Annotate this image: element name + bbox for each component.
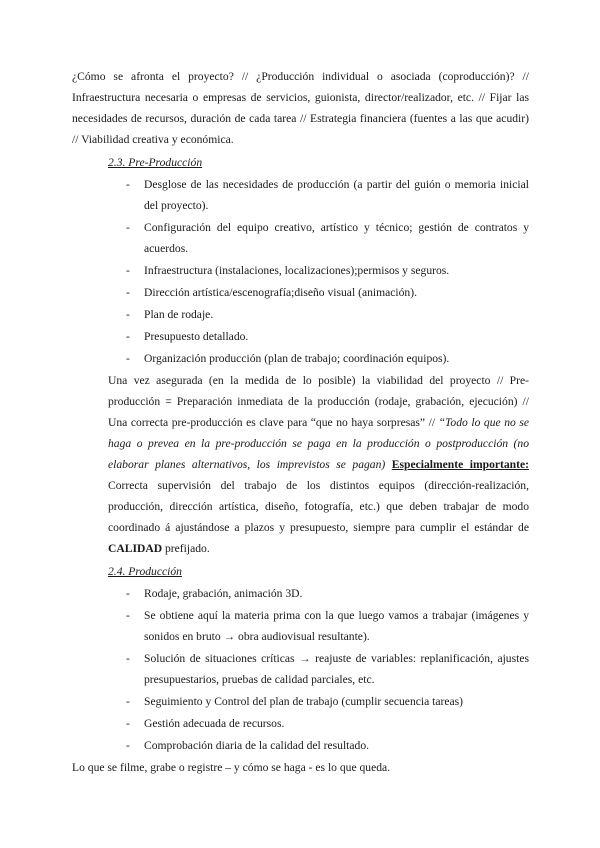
list-dash: - — [126, 330, 130, 343]
important-bold: CALIDAD — [108, 542, 163, 555]
section-heading-produccion: 2.4. Producción — [108, 565, 182, 578]
list-dash: - — [126, 221, 130, 234]
list-item — [72, 282, 529, 303]
list-item-text: Seguimiento y Control del plan de trabajo (cumplir secuencia tareas) — [144, 695, 464, 708]
list-dash: - — [126, 352, 130, 365]
list-item — [72, 260, 529, 281]
quote-text: “Todo lo que no se haga o prevea en la pre-producción se paga en la producción o postproducción (no elaborar planes alternativos, los imprevistos se pagan) — [108, 416, 529, 471]
list-item — [72, 691, 529, 712]
list-dash: - — [126, 717, 130, 730]
important-text-end: prefijado. — [162, 542, 210, 555]
document-page — [72, 66, 529, 778]
list-dash: - — [126, 308, 130, 321]
list-item-text: Gestión adecuada de recursos. — [144, 717, 285, 730]
list-item-text: Se obtiene aquí la materia prima con la que luego vamos a trabajar (imágenes y sonidos en bruto → obra audiovisual resultante). — [144, 609, 529, 643]
list-dash: - — [126, 587, 130, 600]
summary-text: Una vez asegurada (en la medida de lo posible) la viabilidad del proyecto // Pre-producción = Preparación inmediata de la producción (rodaje, grabación, ejecución) // Una correcta pre-producción es clave para “que no haya sorpresas” // — [108, 374, 529, 429]
list-item-text: Plan de rodaje. — [144, 308, 214, 321]
list-item-text: Dirección artística/escenografía;diseño visual (animación). — [144, 286, 417, 299]
list-item-text: Presupuesto detallado. — [144, 330, 249, 343]
list-item — [72, 583, 529, 604]
preproduccion-summary — [108, 370, 529, 559]
list-item — [72, 713, 529, 734]
list-item-text: Desglose de las necesidades de producción (a partir del guión o memoria inicial del proyecto). — [144, 178, 529, 212]
list-item — [72, 326, 529, 347]
list-item — [72, 217, 529, 259]
list-item — [72, 648, 529, 690]
list-item — [72, 304, 529, 325]
section-heading-preproduccion: 2.3. Pre-Producción — [108, 156, 203, 169]
important-label: Especialmente importante: — [391, 458, 529, 471]
list-item-text: Solución de situaciones críticas → reajuste de variables: replanificación, ajustes presupuestarios, pruebas de calidad parciales, etc. — [144, 652, 529, 686]
important-text: Correcta supervisión del trabajo de los distintos equipos (dirección-realización, producción, dirección artística, diseño, fotografía, etc.) que deben trabajar de modo coordinado á ajustándose a plazos y presupuesto, siempre para cumplir el estándar de — [108, 479, 529, 534]
list-dash: - — [126, 739, 130, 752]
preproduccion-list — [72, 174, 529, 369]
list-dash: - — [126, 178, 130, 191]
list-item-text: Infraestructura (instalaciones, localizaciones);permisos y seguros. — [144, 264, 450, 277]
list-item-text: Configuración del equipo creativo, artístico y técnico; gestión de contratos y acuerdos. — [144, 221, 529, 255]
list-dash: - — [126, 609, 130, 622]
list-item-text: Comprobación diaria de la calidad del resultado. — [144, 739, 370, 752]
produccion-list — [72, 583, 529, 756]
list-item — [72, 348, 529, 369]
intro-paragraph: ¿Cómo se afronta el proyecto? // ¿Producción individual o asociada (coproducción)? // Infraestructura necesaria o empresas de servicios, guionista, director/realizador, etc. // Fijar las necesidades de recursos, duración de cada tarea // Estrategia financiera (fuentes a las que acudir) // Viabilidad creativa y económica. — [72, 70, 529, 146]
list-item — [72, 735, 529, 756]
list-dash: - — [126, 695, 130, 708]
list-item — [72, 605, 529, 647]
list-item-text: Rodaje, grabación, animación 3D. — [144, 587, 303, 600]
list-dash: - — [126, 286, 130, 299]
list-dash: - — [126, 652, 130, 665]
list-dash: - — [126, 264, 130, 277]
list-item — [72, 174, 529, 216]
list-item-text: Organización producción (plan de trabajo; coordinación equipos). — [144, 352, 450, 365]
closing-paragraph: Lo que se filme, grabe o registre – y cómo se haga - es lo que queda. — [72, 761, 391, 774]
